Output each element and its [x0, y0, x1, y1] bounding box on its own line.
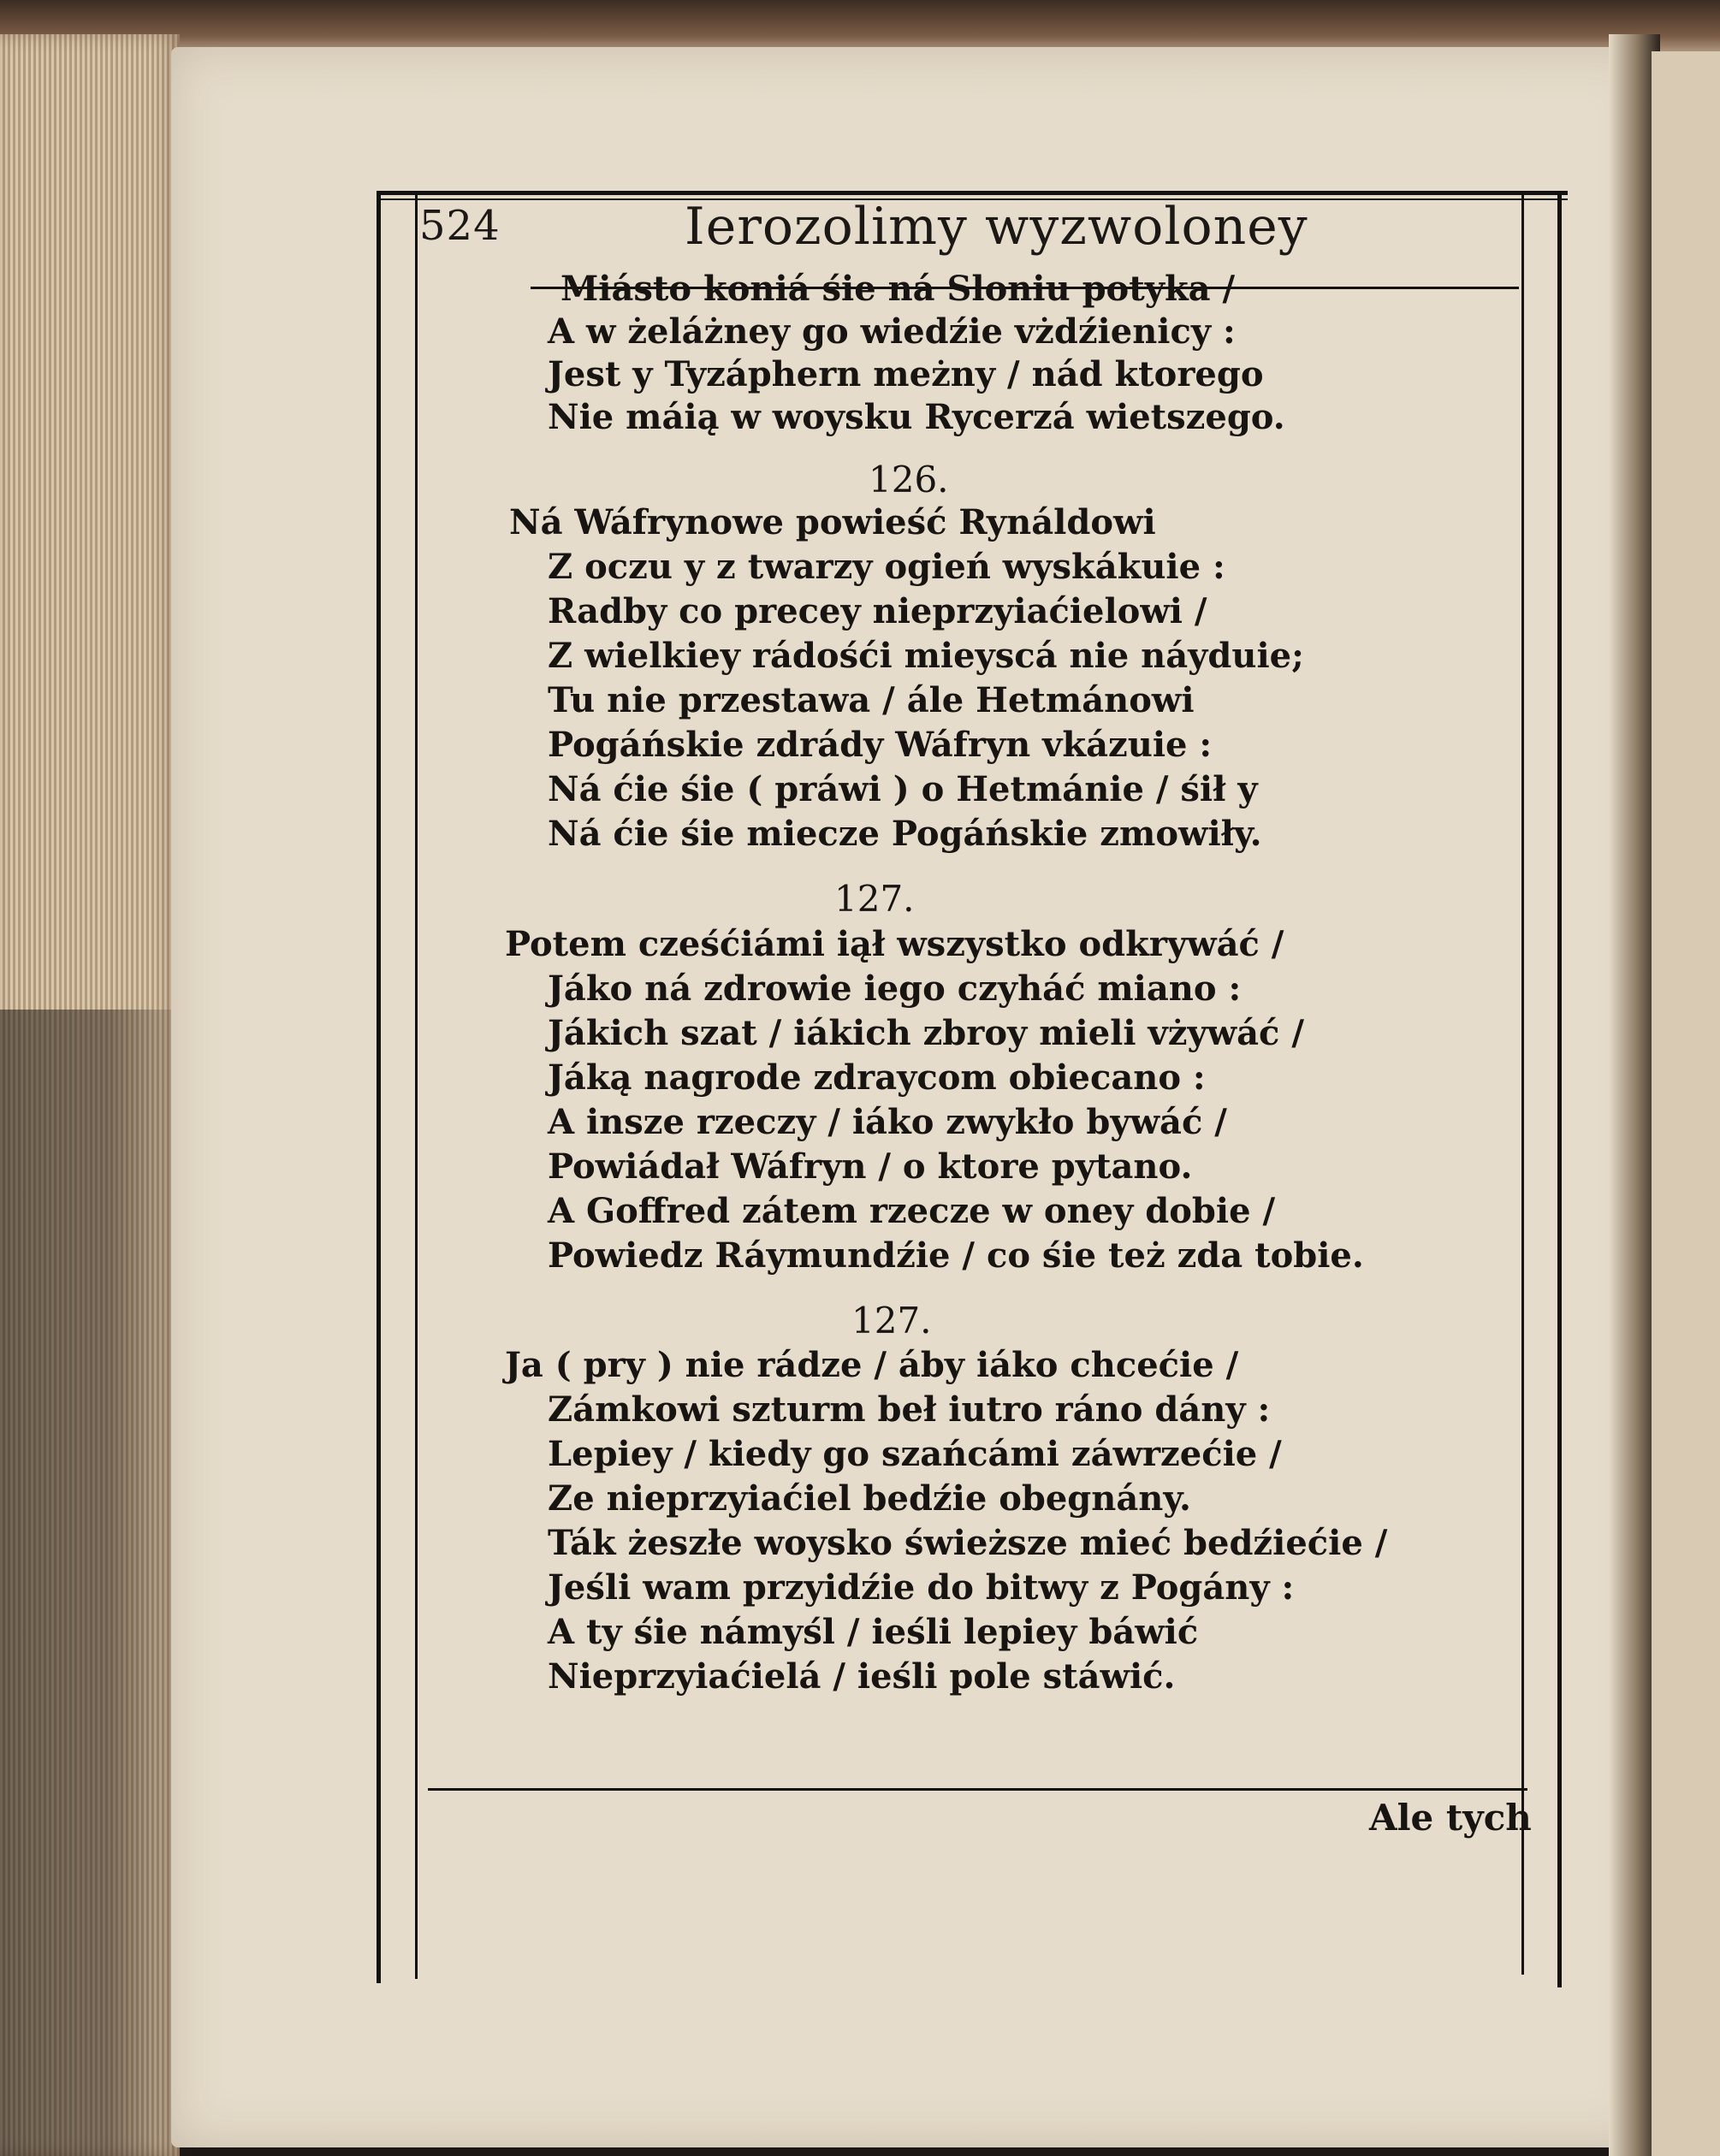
verse-line: Ná ćie śie miecze Pogáńskie zmowiły.: [548, 814, 1262, 854]
frame-rule-left-outer: [377, 191, 381, 1983]
verse-line: Pogáńskie zdrády Wáfryn vkázuie :: [548, 725, 1213, 765]
page-stack-shadow: [0, 1010, 197, 2156]
facing-page-edge: [1652, 51, 1720, 2156]
verse-line: Jákich szat / iákich zbroy mieli vżywáć /: [548, 1013, 1304, 1053]
verse-line: Tu nie przestawa / ále Hetmánowi: [548, 680, 1195, 720]
verse-line: Jáko ná zdrowie iego czyháć miano :: [548, 968, 1242, 1009]
verse-line: Zámkowi szturm beł iutro ráno dány :: [548, 1389, 1271, 1430]
verse-line: Jest y Tyzáphern meżny / nád ktorego: [548, 354, 1264, 394]
verse-line: Lepiey / kiedy go szańcámi záwrzećie /: [548, 1434, 1282, 1474]
verse-line: Ja ( pry ) nie rádze / áby iáko chcećie /: [505, 1345, 1239, 1385]
frame-rule-left-inner: [415, 195, 418, 1979]
frame-rule-right-inner: [1521, 195, 1524, 1975]
verse-line: Powiedz Ráymundźie / co śie też zda tobie.: [548, 1235, 1364, 1276]
stanza-number: 126.: [869, 459, 949, 500]
verse-line: Ták żeszłe woysko świeższe mieć bedźiećie /: [548, 1523, 1388, 1563]
verse-line: Potem cześćiámi iął wszystko odkrywáć /: [505, 924, 1284, 964]
footer-rule: [428, 1788, 1527, 1791]
catchword: Ale tych: [1369, 1797, 1532, 1839]
verse-line: Nieprzyiaćielá / ieśli pole stáwić.: [548, 1656, 1176, 1697]
running-title: Ierozolimy wyzwoloney: [685, 197, 1308, 257]
verse-line: Radby co precey nieprzyiaćielowi /: [548, 591, 1207, 631]
verse-line: A insze rzeczy / iáko zwykło bywáć /: [548, 1102, 1227, 1142]
verse-line: A ty śie námyśl / ieśli lepiey báwić: [548, 1612, 1199, 1652]
verse-line: Nie máią w woysku Rycerzá wietszego.: [548, 397, 1285, 437]
verse-line: Z wielkiey rádośći mieyscá nie náyduie;: [548, 636, 1304, 676]
verse-line: Ze nieprzyiaćiel bedźie obegnány.: [548, 1478, 1191, 1519]
verse-line: Z oczu y z twarzy ogień wyskákuie :: [548, 547, 1225, 587]
verse-line: Ná ćie śie ( práwi ) o Hetmánie / śił y: [548, 769, 1258, 809]
frame-rule-right-outer: [1557, 191, 1562, 1987]
verse-line: Jáką nagrode zdraycom obiecano :: [548, 1057, 1206, 1098]
verse-line: A Goffred zátem rzecze w oney dobie /: [548, 1191, 1276, 1231]
verse-line: Jeśli wam przyidźie do bitwy z Pogány :: [548, 1567, 1295, 1608]
verse-line: A w żeláżney go wiedźie vżdźienicy :: [548, 311, 1236, 352]
stanza-number: 127.: [834, 878, 915, 920]
frame-rule-top: [377, 191, 1568, 195]
verse-line: Miásto koniá śie ná Sloniu potyka /: [560, 269, 1236, 309]
page-number: 524: [419, 202, 501, 250]
stanza-number: 127.: [851, 1300, 932, 1342]
verse-line: Powiádał Wáfryn / o ktore pytano.: [548, 1146, 1193, 1187]
verse-line: Ná Wáfrynowe powieść Rynáldowi: [509, 502, 1156, 542]
